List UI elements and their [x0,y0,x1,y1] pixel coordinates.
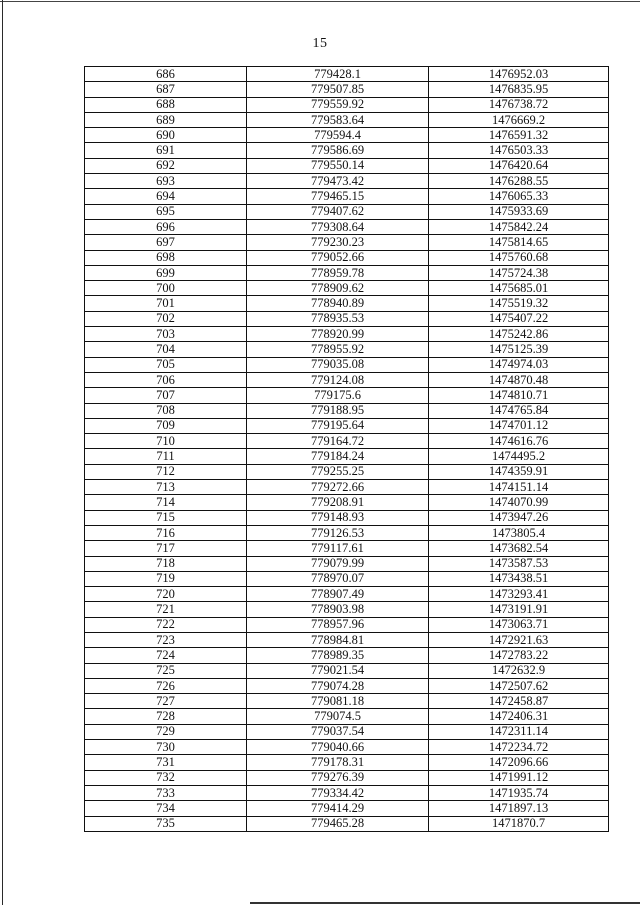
y-coordinate-cell: 1475519.32 [429,296,609,311]
point-number-cell: 726 [85,678,247,693]
y-coordinate-cell: 1476065.33 [429,189,609,204]
y-coordinate-cell: 1473191.91 [429,602,609,617]
table-row [85,495,609,510]
x-coordinate-cell: 779308.64 [247,219,429,234]
point-number-cell: 703 [85,327,247,342]
point-number-cell: 695 [85,204,247,219]
point-number-cell: 702 [85,311,247,326]
point-number-cell: 718 [85,556,247,571]
table-row [85,357,609,372]
y-coordinate-cell: 1474974.03 [429,357,609,372]
x-coordinate-cell: 778909.62 [247,281,429,296]
y-coordinate-cell: 1473063.71 [429,617,609,632]
table-row [85,602,609,617]
y-coordinate-cell: 1475125.39 [429,342,609,357]
point-number-cell: 692 [85,158,247,173]
point-number-cell: 729 [85,724,247,739]
table-row [85,342,609,357]
x-coordinate-cell: 779178.31 [247,755,429,770]
table-row [85,296,609,311]
table-row [85,327,609,342]
table-row [85,770,609,785]
table-row [85,617,609,632]
x-coordinate-cell: 779074.28 [247,678,429,693]
table-row [85,678,609,693]
point-number-cell: 700 [85,281,247,296]
table-row [85,541,609,556]
x-coordinate-cell: 779473.42 [247,174,429,189]
y-coordinate-cell: 1473805.4 [429,525,609,540]
x-coordinate-cell: 779184.24 [247,449,429,464]
point-number-cell: 735 [85,816,247,831]
table-row [85,189,609,204]
x-coordinate-cell: 779126.53 [247,525,429,540]
y-coordinate-cell: 1471991.12 [429,770,609,785]
point-number-cell: 704 [85,342,247,357]
x-coordinate-cell: 779208.91 [247,495,429,510]
y-coordinate-cell: 1473438.51 [429,571,609,586]
point-number-cell: 732 [85,770,247,785]
y-coordinate-cell: 1475242.86 [429,327,609,342]
x-coordinate-cell: 779074.5 [247,709,429,724]
table-row [85,403,609,418]
point-number-cell: 717 [85,541,247,556]
point-number-cell: 722 [85,617,247,632]
y-coordinate-cell: 1472234.72 [429,740,609,755]
x-coordinate-cell: 778920.99 [247,327,429,342]
point-number-cell: 719 [85,571,247,586]
point-number-cell: 710 [85,434,247,449]
y-coordinate-cell: 1476591.32 [429,128,609,143]
x-coordinate-cell: 779035.08 [247,357,429,372]
table-row [85,510,609,525]
point-number-cell: 690 [85,128,247,143]
y-coordinate-cell: 1474070.99 [429,495,609,510]
x-coordinate-cell: 779276.39 [247,770,429,785]
table-row [85,663,609,678]
x-coordinate-cell: 779586.69 [247,143,429,158]
x-coordinate-cell: 779465.15 [247,189,429,204]
point-number-cell: 707 [85,388,247,403]
x-coordinate-cell: 778955.92 [247,342,429,357]
point-number-cell: 734 [85,801,247,816]
point-number-cell: 706 [85,372,247,387]
table-row [85,281,609,296]
x-coordinate-cell: 779124.08 [247,372,429,387]
table-row [85,112,609,127]
point-number-cell: 705 [85,357,247,372]
table-row [85,311,609,326]
y-coordinate-cell: 1476738.72 [429,97,609,112]
x-coordinate-cell: 778984.81 [247,632,429,647]
y-coordinate-cell: 1472921.63 [429,632,609,647]
point-number-cell: 733 [85,785,247,800]
y-coordinate-cell: 1471870.7 [429,816,609,831]
x-coordinate-cell: 779550.14 [247,158,429,173]
table-row [85,204,609,219]
table-row [85,525,609,540]
y-coordinate-cell: 1472507.62 [429,678,609,693]
x-coordinate-cell: 779037.54 [247,724,429,739]
table-row [85,128,609,143]
point-number-cell: 720 [85,587,247,602]
x-coordinate-cell: 779052.66 [247,250,429,265]
coordinates-table [84,66,609,832]
point-number-cell: 731 [85,755,247,770]
point-number-cell: 724 [85,648,247,663]
point-number-cell: 699 [85,265,247,280]
x-coordinate-cell: 779175.6 [247,388,429,403]
x-coordinate-cell: 779428.1 [247,67,429,82]
table-row [85,250,609,265]
x-coordinate-cell: 779195.64 [247,418,429,433]
point-number-cell: 693 [85,174,247,189]
x-coordinate-cell: 778935.53 [247,311,429,326]
x-coordinate-cell: 779040.66 [247,740,429,755]
y-coordinate-cell: 1476503.33 [429,143,609,158]
table-row [85,464,609,479]
y-coordinate-cell: 1476952.03 [429,67,609,82]
point-number-cell: 701 [85,296,247,311]
point-number-cell: 694 [85,189,247,204]
table-row [85,632,609,647]
x-coordinate-cell: 778959.78 [247,265,429,280]
table-row [85,709,609,724]
y-coordinate-cell: 1473682.54 [429,541,609,556]
y-coordinate-cell: 1472632.9 [429,663,609,678]
table-row [85,724,609,739]
y-coordinate-cell: 1474765.84 [429,403,609,418]
scan-edge-top [0,1,640,2]
scan-edge-left [2,0,3,905]
y-coordinate-cell: 1476835.95 [429,82,609,97]
x-coordinate-cell: 779117.61 [247,541,429,556]
point-number-cell: 713 [85,480,247,495]
point-number-cell: 721 [85,602,247,617]
table-row [85,449,609,464]
x-coordinate-cell: 779594.4 [247,128,429,143]
x-coordinate-cell: 778970.07 [247,571,429,586]
x-coordinate-cell: 779559.92 [247,97,429,112]
point-number-cell: 728 [85,709,247,724]
table-row [85,174,609,189]
y-coordinate-cell: 1476420.64 [429,158,609,173]
table-row [85,480,609,495]
y-coordinate-cell: 1474701.12 [429,418,609,433]
y-coordinate-cell: 1474810.71 [429,388,609,403]
x-coordinate-cell: 779164.72 [247,434,429,449]
point-number-cell: 698 [85,250,247,265]
table-row [85,556,609,571]
table-row [85,648,609,663]
x-coordinate-cell: 779465.28 [247,816,429,831]
point-number-cell: 715 [85,510,247,525]
y-coordinate-cell: 1472783.22 [429,648,609,663]
x-coordinate-cell: 779334.42 [247,785,429,800]
x-coordinate-cell: 779188.95 [247,403,429,418]
y-coordinate-cell: 1476669.2 [429,112,609,127]
y-coordinate-cell: 1473947.26 [429,510,609,525]
point-number-cell: 708 [85,403,247,418]
point-number-cell: 709 [85,418,247,433]
table-row [85,816,609,831]
x-coordinate-cell: 779079.99 [247,556,429,571]
y-coordinate-cell: 1472458.87 [429,694,609,709]
x-coordinate-cell: 779414.29 [247,801,429,816]
point-number-cell: 711 [85,449,247,464]
y-coordinate-cell: 1473587.53 [429,556,609,571]
table-row [85,740,609,755]
point-number-cell: 687 [85,82,247,97]
y-coordinate-cell: 1475760.68 [429,250,609,265]
table-row [85,571,609,586]
table-row [85,82,609,97]
y-coordinate-cell: 1472406.31 [429,709,609,724]
y-coordinate-cell: 1474616.76 [429,434,609,449]
table-row [85,785,609,800]
y-coordinate-cell: 1474495.2 [429,449,609,464]
table-row [85,801,609,816]
y-coordinate-cell: 1476288.55 [429,174,609,189]
y-coordinate-cell: 1472096.66 [429,755,609,770]
table-row [85,418,609,433]
point-number-cell: 686 [85,67,247,82]
table-row [85,219,609,234]
x-coordinate-cell: 778989.35 [247,648,429,663]
x-coordinate-cell: 779021.54 [247,663,429,678]
y-coordinate-cell: 1474151.14 [429,480,609,495]
x-coordinate-cell: 778907.49 [247,587,429,602]
point-number-cell: 727 [85,694,247,709]
x-coordinate-cell: 779583.64 [247,112,429,127]
y-coordinate-cell: 1473293.41 [429,587,609,602]
point-number-cell: 730 [85,740,247,755]
point-number-cell: 716 [85,525,247,540]
y-coordinate-cell: 1471935.74 [429,785,609,800]
y-coordinate-cell: 1472311.14 [429,724,609,739]
table-row [85,755,609,770]
point-number-cell: 725 [85,663,247,678]
y-coordinate-cell: 1474870.48 [429,372,609,387]
point-number-cell: 691 [85,143,247,158]
table-row [85,158,609,173]
point-number-cell: 688 [85,97,247,112]
table-row [85,265,609,280]
y-coordinate-cell: 1475814.65 [429,235,609,250]
y-coordinate-cell: 1475933.69 [429,204,609,219]
x-coordinate-cell: 779230.23 [247,235,429,250]
table-row [85,587,609,602]
coordinates-table-body [85,67,609,832]
y-coordinate-cell: 1471897.13 [429,801,609,816]
x-coordinate-cell: 779507.85 [247,82,429,97]
y-coordinate-cell: 1475685.01 [429,281,609,296]
y-coordinate-cell: 1474359.91 [429,464,609,479]
scan-edge-bottom [250,902,640,904]
table-row [85,388,609,403]
y-coordinate-cell: 1475842.24 [429,219,609,234]
point-number-cell: 723 [85,632,247,647]
point-number-cell: 689 [85,112,247,127]
table-row [85,434,609,449]
x-coordinate-cell: 779081.18 [247,694,429,709]
x-coordinate-cell: 779148.93 [247,510,429,525]
point-number-cell: 697 [85,235,247,250]
x-coordinate-cell: 778957.96 [247,617,429,632]
x-coordinate-cell: 779272.66 [247,480,429,495]
point-number-cell: 712 [85,464,247,479]
table-row [85,235,609,250]
table-row [85,97,609,112]
table-row [85,67,609,82]
y-coordinate-cell: 1475407.22 [429,311,609,326]
y-coordinate-cell: 1475724.38 [429,265,609,280]
table-row [85,372,609,387]
x-coordinate-cell: 779407.62 [247,204,429,219]
point-number-cell: 696 [85,219,247,234]
x-coordinate-cell: 778903.98 [247,602,429,617]
x-coordinate-cell: 779255.25 [247,464,429,479]
point-number-cell: 714 [85,495,247,510]
page-number: 15 [312,36,328,51]
table-row [85,143,609,158]
table-row [85,694,609,709]
x-coordinate-cell: 778940.89 [247,296,429,311]
